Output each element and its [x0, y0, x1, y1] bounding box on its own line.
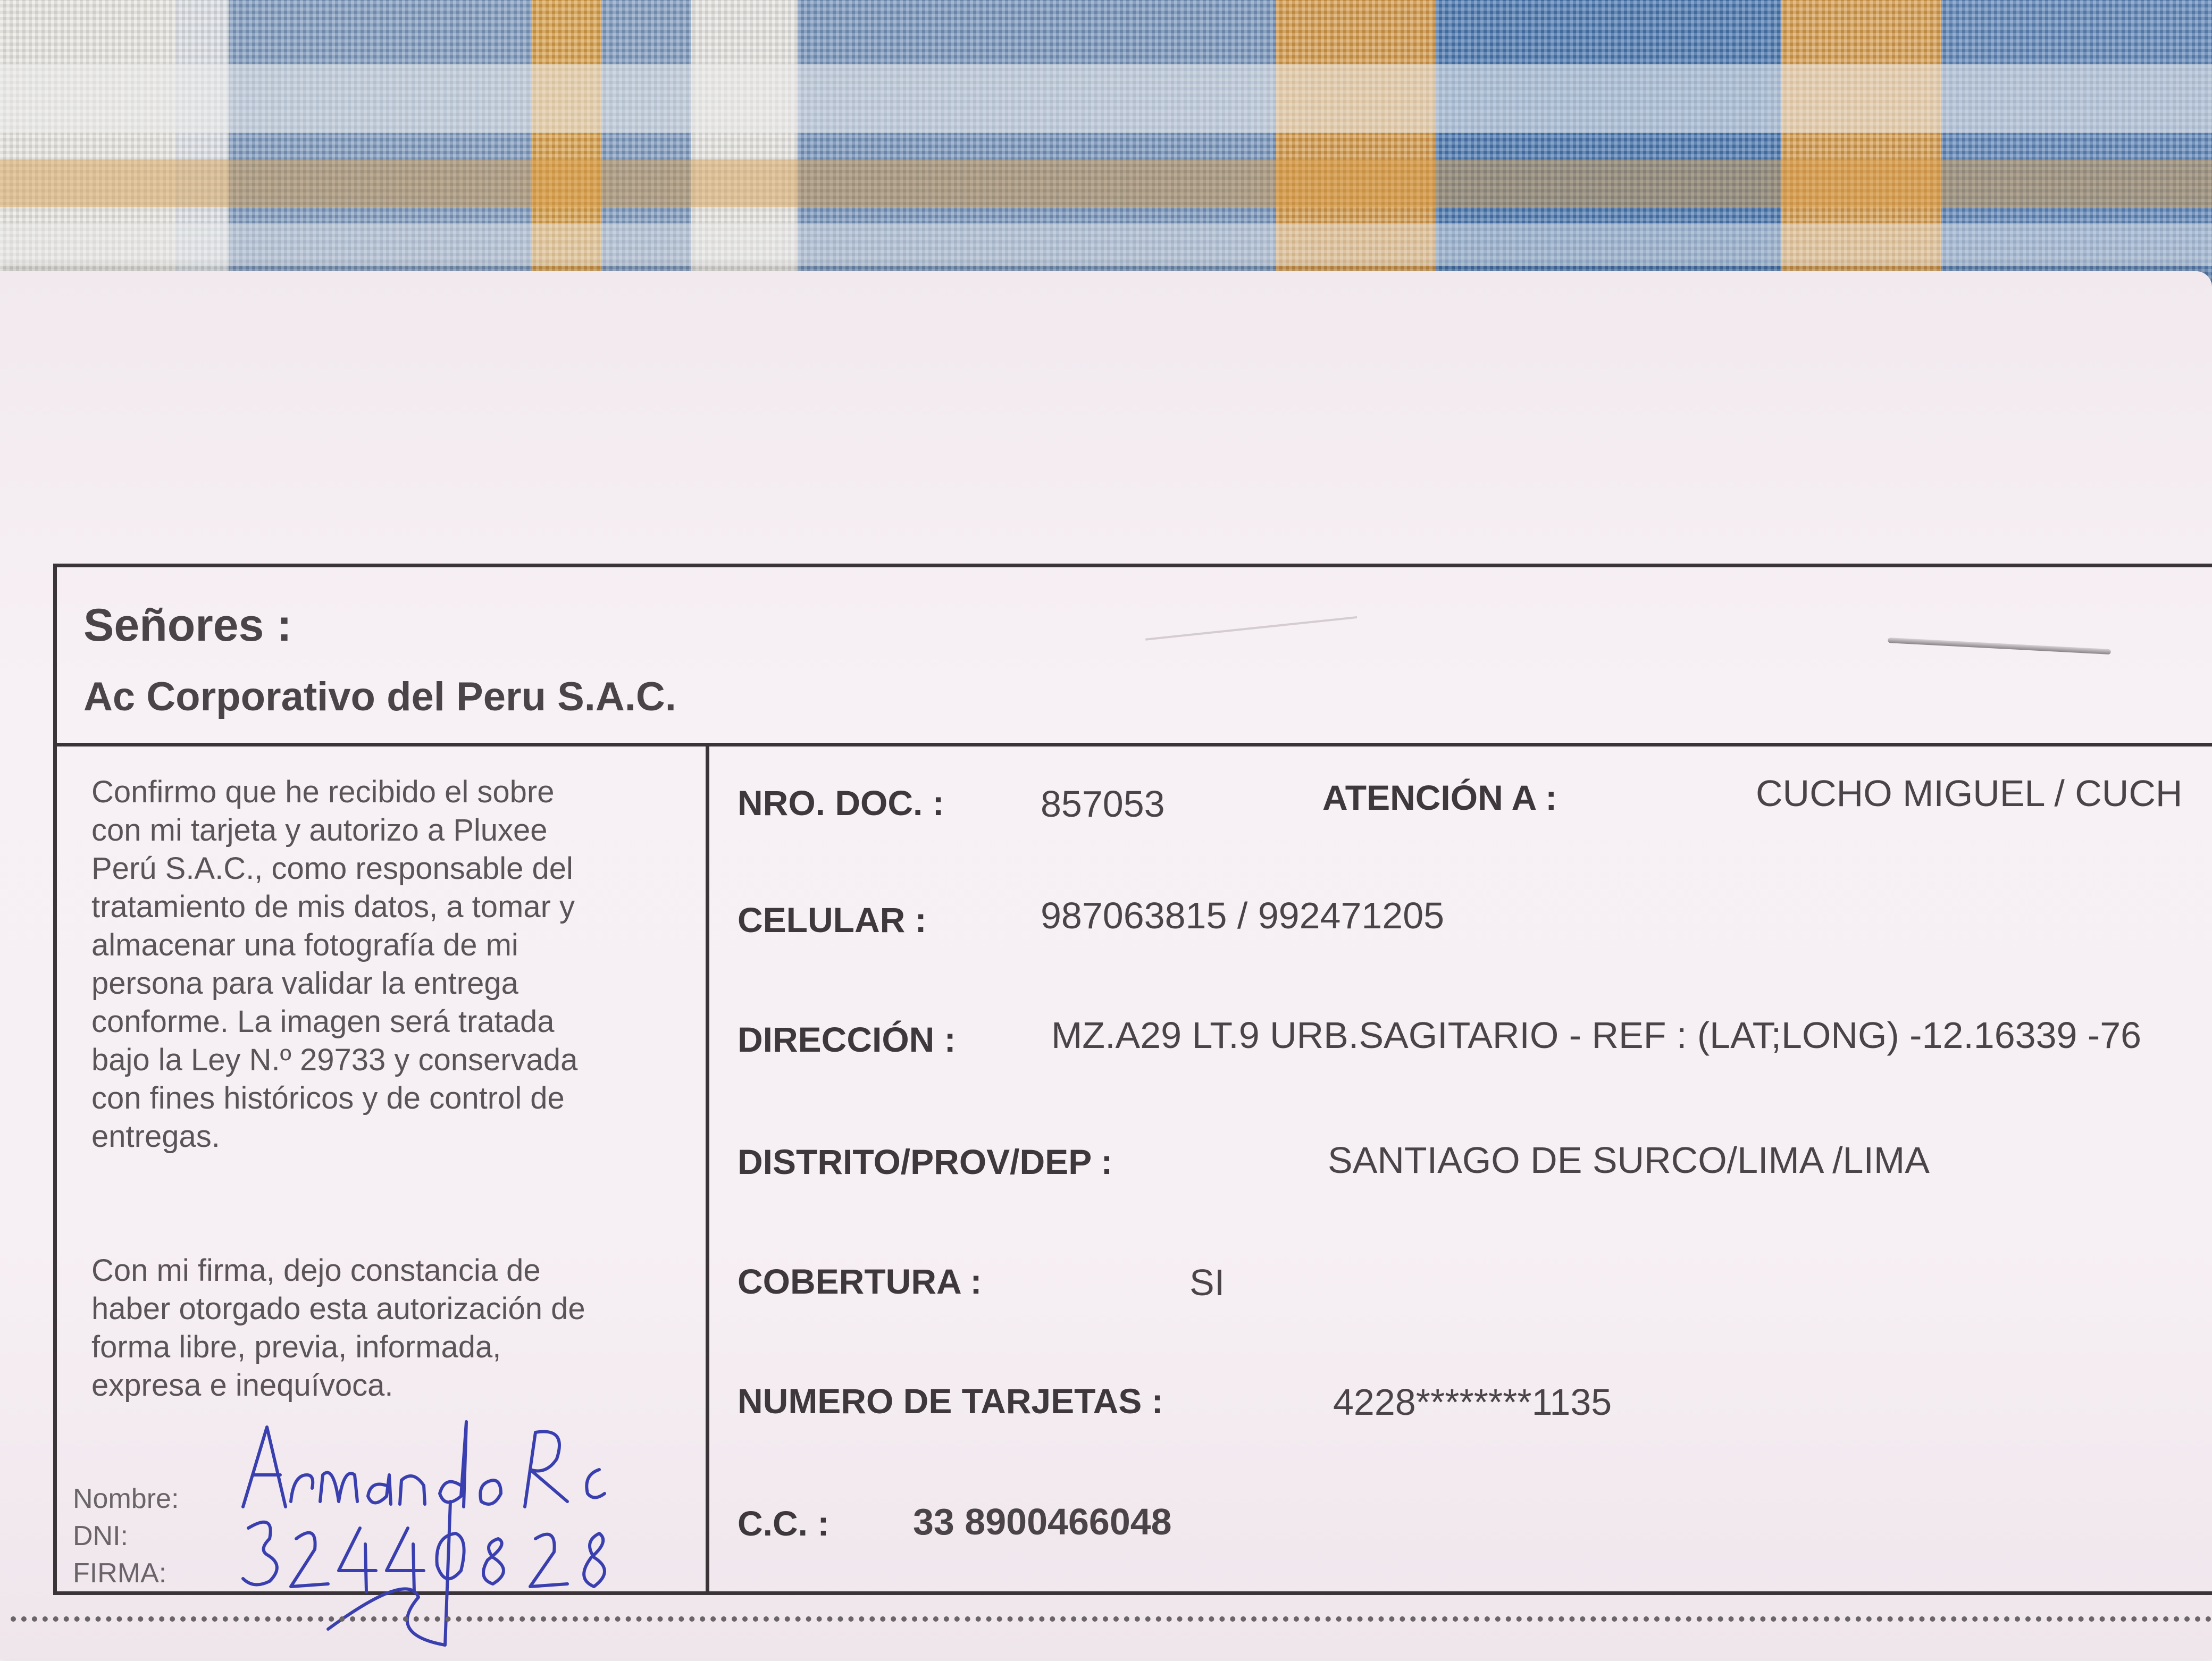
fabric-stripe: [0, 223, 2212, 266]
attention-label: ATENCIÓN A :: [1322, 778, 1557, 817]
name-label: Nombre:: [73, 1483, 179, 1514]
coverage-label: COBERTURA :: [738, 1262, 982, 1301]
consent-column: [57, 746, 709, 1591]
greeting: Señores :: [83, 600, 292, 651]
cost-center-value: 33 8900466048: [913, 1501, 1172, 1542]
dni-label: DNI:: [73, 1521, 128, 1551]
card-number-value: 4228********1135: [1333, 1381, 1612, 1423]
signature-labels: [73, 1480, 179, 1592]
signature-declaration: [91, 1252, 676, 1405]
doc-number-value: 857053: [1041, 783, 1165, 825]
district-label: DISTRITO/PROV/DEP :: [738, 1142, 1113, 1181]
cost-center-label: C.C. :: [738, 1504, 830, 1543]
cellphone-label: CELULAR :: [738, 900, 927, 939]
consent-paragraph: [91, 773, 676, 1156]
district-value: SANTIAGO DE SURCO/LIMA /LIMA: [1328, 1139, 1930, 1181]
fabric-stripe: [0, 64, 2212, 133]
declaration-line: expresa e inequívoca.: [91, 1368, 393, 1403]
consent-line: con fines históricos y de control de: [91, 1081, 565, 1115]
cellphone-value: 987063815 / 992471205: [1041, 895, 1445, 936]
declaration-line: forma libre, previa, informada,: [91, 1330, 501, 1364]
declaration-line: Con mi firma, dejo constancia de: [91, 1253, 541, 1288]
card-count-label: NUMERO DE TARJETAS :: [738, 1381, 1163, 1421]
address-label: DIRECCIÓN :: [738, 1020, 956, 1059]
consent-line: Confirmo que he recibido el sobre: [91, 775, 555, 809]
coverage-value: SI: [1189, 1262, 1225, 1303]
consent-line: bajo la Ley N.º 29733 y conservada: [91, 1043, 578, 1077]
signature-label: FIRMA:: [73, 1558, 167, 1589]
address-value: MZ.A29 LT.9 URB.SAGITARIO - REF : (LAT;LONG) -12.16339 -76: [1051, 1014, 2142, 1056]
fabric-stripe: [0, 160, 2212, 207]
consent-line: entregas.: [91, 1119, 220, 1154]
attention-value: CUCHO MIGUEL / CUCH: [1756, 773, 2183, 814]
consent-line: almacenar una fotografía de mi: [91, 928, 518, 962]
consent-line: tratamiento de mis datos, a tomar y: [91, 890, 575, 924]
consent-line: conforme. La imagen será tratada: [91, 1004, 555, 1039]
consent-line: con mi tarjeta y autorizo a Pluxee: [91, 813, 548, 848]
declaration-line: haber otorgado esta autorización de: [91, 1291, 585, 1326]
receipt-form: [53, 564, 2212, 1595]
recipient-header: [57, 567, 2212, 746]
doc-number-label: NRO. DOC. :: [738, 783, 944, 823]
company-name: Ac Corporativo del Peru S.A.C.: [83, 674, 676, 719]
consent-line: persona para validar la entrega: [91, 966, 518, 1001]
perforation-line: [11, 1616, 2212, 1622]
consent-line: Perú S.A.C., como responsable del: [91, 851, 573, 886]
